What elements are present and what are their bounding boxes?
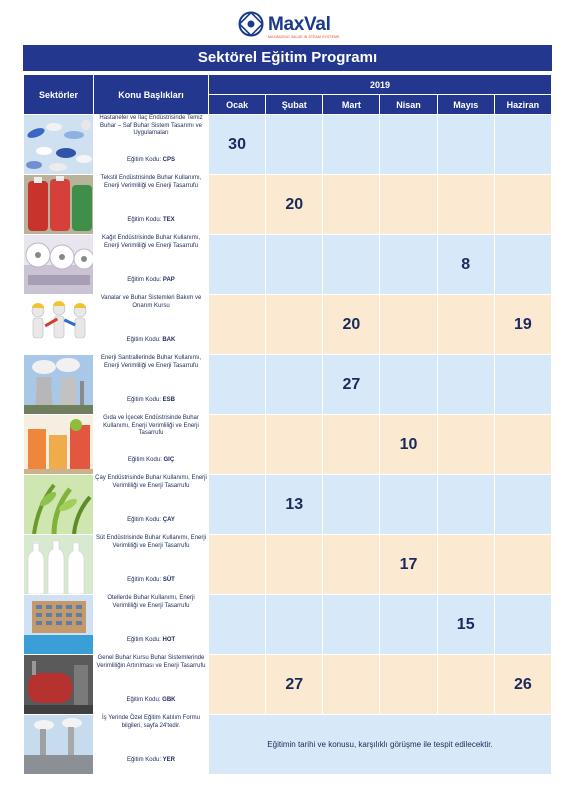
month-header: Mart [323,95,380,115]
training-code-value: HOT [162,637,176,643]
sector-image [24,535,94,595]
date-cell [209,175,266,235]
textile-spools-image [24,175,94,234]
date-cell [380,235,437,295]
date-cell [209,535,266,595]
topic-cell [94,415,209,475]
training-code [94,637,208,645]
date-cell [437,415,494,475]
topic-cell [94,175,209,235]
date-cell [494,115,551,175]
date-cell: 13 [266,475,323,535]
training-code [94,217,208,225]
sector-image [24,295,94,355]
milk-bottles-image [24,535,94,594]
brand-tagline: MAXIMIZING VALUE IN STEAM SYSTEMS [268,35,340,39]
date-cell [494,355,551,415]
topic-title: Hastaneler ve İlaç Endüstrisinde Temiz Buhar – Saf Buhar Sistem Tasarımı ve Uygulamaları [99,115,203,137]
maxval-globe-icon [238,11,264,37]
date-cell [323,595,380,655]
factory-chimneys-image [24,715,94,774]
header-year: 2019 [209,75,552,95]
topic-cell [94,235,209,295]
schedule-row-onsite [24,715,552,775]
date-cell [323,415,380,475]
juice-glasses-image [24,415,94,474]
hotel-pool-image [24,595,94,654]
date-cell [380,295,437,355]
date-cell [494,175,551,235]
training-code-label: Eğitim Kodu: [126,637,161,643]
date-cell [437,475,494,535]
topic-cell [94,535,209,595]
header-topics: Konu Başlıkları [94,75,209,115]
paper-rolls-image [24,235,94,294]
topic-title: Otellerde Buhar Kullanımı, Enerji Verimliliği ve Enerji Tasarrufu [107,595,195,609]
date-cell [494,595,551,655]
power-plant-image [24,355,94,414]
date-cell [437,655,494,715]
date-cell: 8 [437,235,494,295]
date-cell [380,475,437,535]
topic-title: Kağıt Endüstrisinde Buhar Kullanımı, Enerji Verimliliği ve Enerji Tasarrufu [101,235,201,249]
month-header: Nisan [380,95,437,115]
date-cell [437,175,494,235]
month-header: Haziran [494,95,551,115]
sector-image [24,115,94,175]
month-header: Mayıs [437,95,494,115]
schedule-row [24,175,552,235]
topic-title: Vanalar ve Buhar Sistemleri Bakım ve Onarım Kursu [100,295,202,309]
topic-cell [94,715,209,775]
schedule-row [24,655,552,715]
date-cell [437,115,494,175]
schedule-row [24,415,552,475]
topic-title: Genel Buhar Kursu Buhar Sistemlerinde Verimliliğin Artırılması ve Enerji Tasarrufu [96,655,206,669]
training-code [94,697,208,705]
training-schedule-table [23,74,552,775]
schedule-row [24,295,552,355]
training-code-label: Eğitim Kodu: [126,757,161,763]
date-cell [323,655,380,715]
date-cell [380,355,437,415]
brand-name: MaxVal [268,13,331,35]
topic-title: Enerji Santrallerinde Buhar Kullanımı, Enerji Verimliliği ve Enerji Tasarrufu [100,355,202,369]
training-code-value: TEX [163,217,175,223]
date-cell [380,175,437,235]
page-title: Sektörel Eğitim Programı [23,45,552,71]
date-cell [209,595,266,655]
date-cell [437,535,494,595]
topic-cell [94,115,209,175]
header-sectors: Sektörler [24,75,94,115]
training-code [94,157,208,165]
training-code [94,457,208,465]
tea-plants-image [24,475,94,534]
maxval-logo [238,8,340,40]
date-cell [380,655,437,715]
date-cell [209,295,266,355]
pills-image [24,115,94,174]
training-code-value: GIÇ [163,457,175,463]
schedule-note: Eğitimin tarihi ve konusu, karşılıklı görüşme ile tespit edilecektir. [209,715,552,775]
date-cell [323,235,380,295]
date-cell [266,595,323,655]
sector-image [24,235,94,295]
training-code-label: Eğitim Kodu: [127,457,162,463]
date-cell [266,295,323,355]
schedule-row [24,235,552,295]
schedule-row [24,595,552,655]
training-code-label: Eğitim Kodu: [127,217,162,223]
topic-title: Tekstil Endüstrisinde Buhar Kullanımı, Enerji Verimliliği ve Enerji Tasarrufu [100,175,202,189]
month-header: Ocak [209,95,266,115]
training-code-label: Eğitim Kodu: [126,157,161,163]
schedule-row [24,115,552,175]
training-code [94,397,208,405]
date-cell [437,355,494,415]
topic-title: İş Yerinde Özel Eğitim Katılım Formu bilgileri, sayfa 24'tedir. [101,715,201,729]
date-cell: 27 [323,355,380,415]
topic-cell [94,595,209,655]
workers-with-wrenches-image [24,295,94,354]
month-header: Şubat [266,95,323,115]
date-cell [209,235,266,295]
training-code-value: ÇAY [162,517,175,523]
training-code [94,337,208,345]
training-code-label: Eğitim Kodu: [126,397,161,403]
date-cell: 15 [437,595,494,655]
date-cell [437,295,494,355]
date-cell: 27 [266,655,323,715]
date-cell [209,475,266,535]
date-cell [494,535,551,595]
date-cell [323,535,380,595]
date-cell [209,415,266,475]
topic-cell [94,475,209,535]
date-cell [494,475,551,535]
training-code-value: PAP [162,277,175,283]
schedule-row [24,535,552,595]
sector-image [24,415,94,475]
training-code-value: YER [162,757,176,763]
date-cell [266,535,323,595]
topic-cell [94,295,209,355]
schedule-row [24,475,552,535]
date-cell [209,655,266,715]
date-cell [266,355,323,415]
date-cell [209,355,266,415]
date-cell [266,235,323,295]
date-cell: 20 [323,295,380,355]
sector-image [24,715,94,775]
date-cell: 30 [209,115,266,175]
date-cell: 19 [494,295,551,355]
sector-image [24,355,94,415]
training-code [94,277,208,285]
training-code [94,757,208,765]
training-code-label: Eğitim Kodu: [126,337,161,343]
date-cell [266,115,323,175]
sector-image [24,595,94,655]
topic-title: Süt Endüstrisinde Buhar Kullanımı, Enerji Verimliliği ve Enerji Tasarrufu [95,535,207,549]
date-cell: 17 [380,535,437,595]
training-code-label: Eğitim Kodu: [127,577,162,583]
training-code-value: ESB [162,397,176,403]
training-code-label: Eğitim Kodu: [127,517,162,523]
topic-title: Gıda ve İçecek Endüstrisinde Buhar Kullanımı, Enerji Verimliliği ve Enerji Tasarrufu [103,415,199,437]
date-cell: 26 [494,655,551,715]
training-code [94,577,208,585]
date-cell: 20 [266,175,323,235]
date-cell [380,595,437,655]
date-cell [494,415,551,475]
date-cell [380,115,437,175]
date-cell: 10 [380,415,437,475]
schedule-row [24,355,552,415]
training-code-value: SÜT [162,577,175,583]
training-code [94,517,208,525]
training-code-value: GBK [162,697,176,703]
training-code-label: Eğitim Kodu: [127,277,162,283]
date-cell [266,415,323,475]
training-code-value: CPS [162,157,176,163]
sector-image [24,655,94,715]
steam-boiler-image [24,655,94,714]
date-cell [323,115,380,175]
sector-image [24,475,94,535]
topic-cell [94,655,209,715]
topic-title: Çay Endüstrisinde Buhar Kullanımı, Enerji Verimliliği ve Enerji Tasarrufu [95,475,207,489]
training-code-value: BAK [162,337,176,343]
training-code-label: Eğitim Kodu: [126,697,161,703]
date-cell [494,235,551,295]
date-cell [323,175,380,235]
date-cell [323,475,380,535]
sector-image [24,175,94,235]
topic-cell [94,355,209,415]
